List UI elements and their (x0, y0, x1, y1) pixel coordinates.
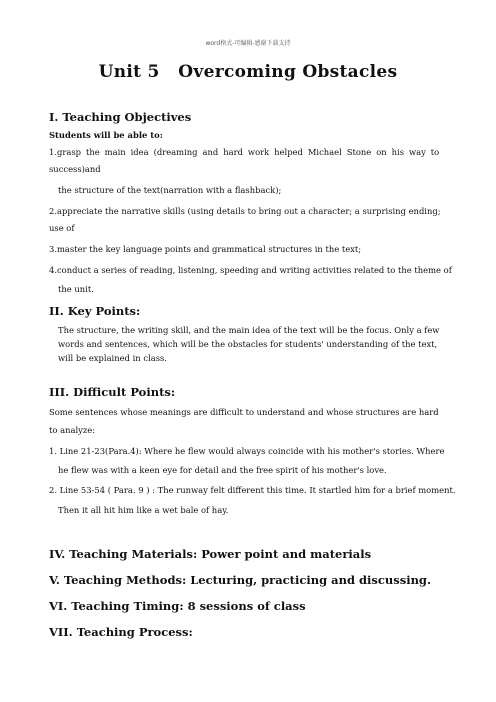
objectives-lead: Students will be able to: (49, 130, 163, 140)
objective-line-5: use of (49, 223, 75, 233)
objective-line-4: 2.appreciate the narrative skills (using details to bring out a character; a surprising ending; (49, 206, 441, 216)
difficult-points-heading: III. Difficult Points: (49, 385, 176, 399)
key-points-heading: II. Key Points: (49, 304, 141, 318)
difficult-line-3: 1. Line 21-23(Para.4): Where he flew would always coincide with his mother's stories. Where (49, 446, 445, 456)
difficult-line-1: Some sentences whose meanings are difficult to understand and whose structures are hard (49, 407, 439, 417)
difficult-line-5: 2. Line 53-54 ( Para. 9 ) : The runway felt different this time. It startled him for a brief moment. (49, 485, 456, 495)
unit-title: Unit 5 Overcoming Obstacles (98, 62, 398, 82)
methods-heading: V. Teaching Methods: Lecturing, practicing and discussing. (49, 573, 431, 587)
timing-heading: VI. Teaching Timing: 8 sessions of class (49, 599, 306, 613)
objective-line-7: 4.conduct a series of reading, listening, speeding and writing activities related to the theme of (49, 265, 452, 275)
key-points-line-1: The structure, the writing skill, and the main idea of the text will be the focus. Only a few (58, 325, 440, 335)
difficult-line-2: to analyze: (49, 425, 96, 435)
objective-line-8: the unit. (58, 284, 94, 294)
process-heading: VII. Teaching Process: (49, 625, 193, 639)
objective-line-6: 3.master the key language points and grammatical structures in the text; (49, 244, 362, 254)
header-note: word格式-可编辑-感谢下载支持 (205, 40, 291, 47)
difficult-line-6: Then it all hit him like a wet bale of hay. (58, 505, 229, 515)
objective-line-3: the structure of the text(narration with a flashback); (58, 185, 282, 195)
key-points-line-3: will be explained in class. (58, 353, 167, 363)
materials-heading: IV. Teaching Materials: Power point and materials (49, 547, 372, 561)
objective-line-1 (49, 147, 446, 157)
objective-line-2: success)and (49, 164, 101, 174)
objectives-heading: I. Teaching Objectives (49, 110, 192, 124)
objective-text: 1.grasp the main idea (dreaming and hard work helped Michael Stone on his way to (49, 147, 440, 157)
key-points-line-2: words and sentences, which will be the obstacles for students' understanding of the text, (58, 339, 438, 349)
difficult-line-4: he flew was with a keen eye for detail and the free spirit of his mother's love. (58, 465, 387, 475)
